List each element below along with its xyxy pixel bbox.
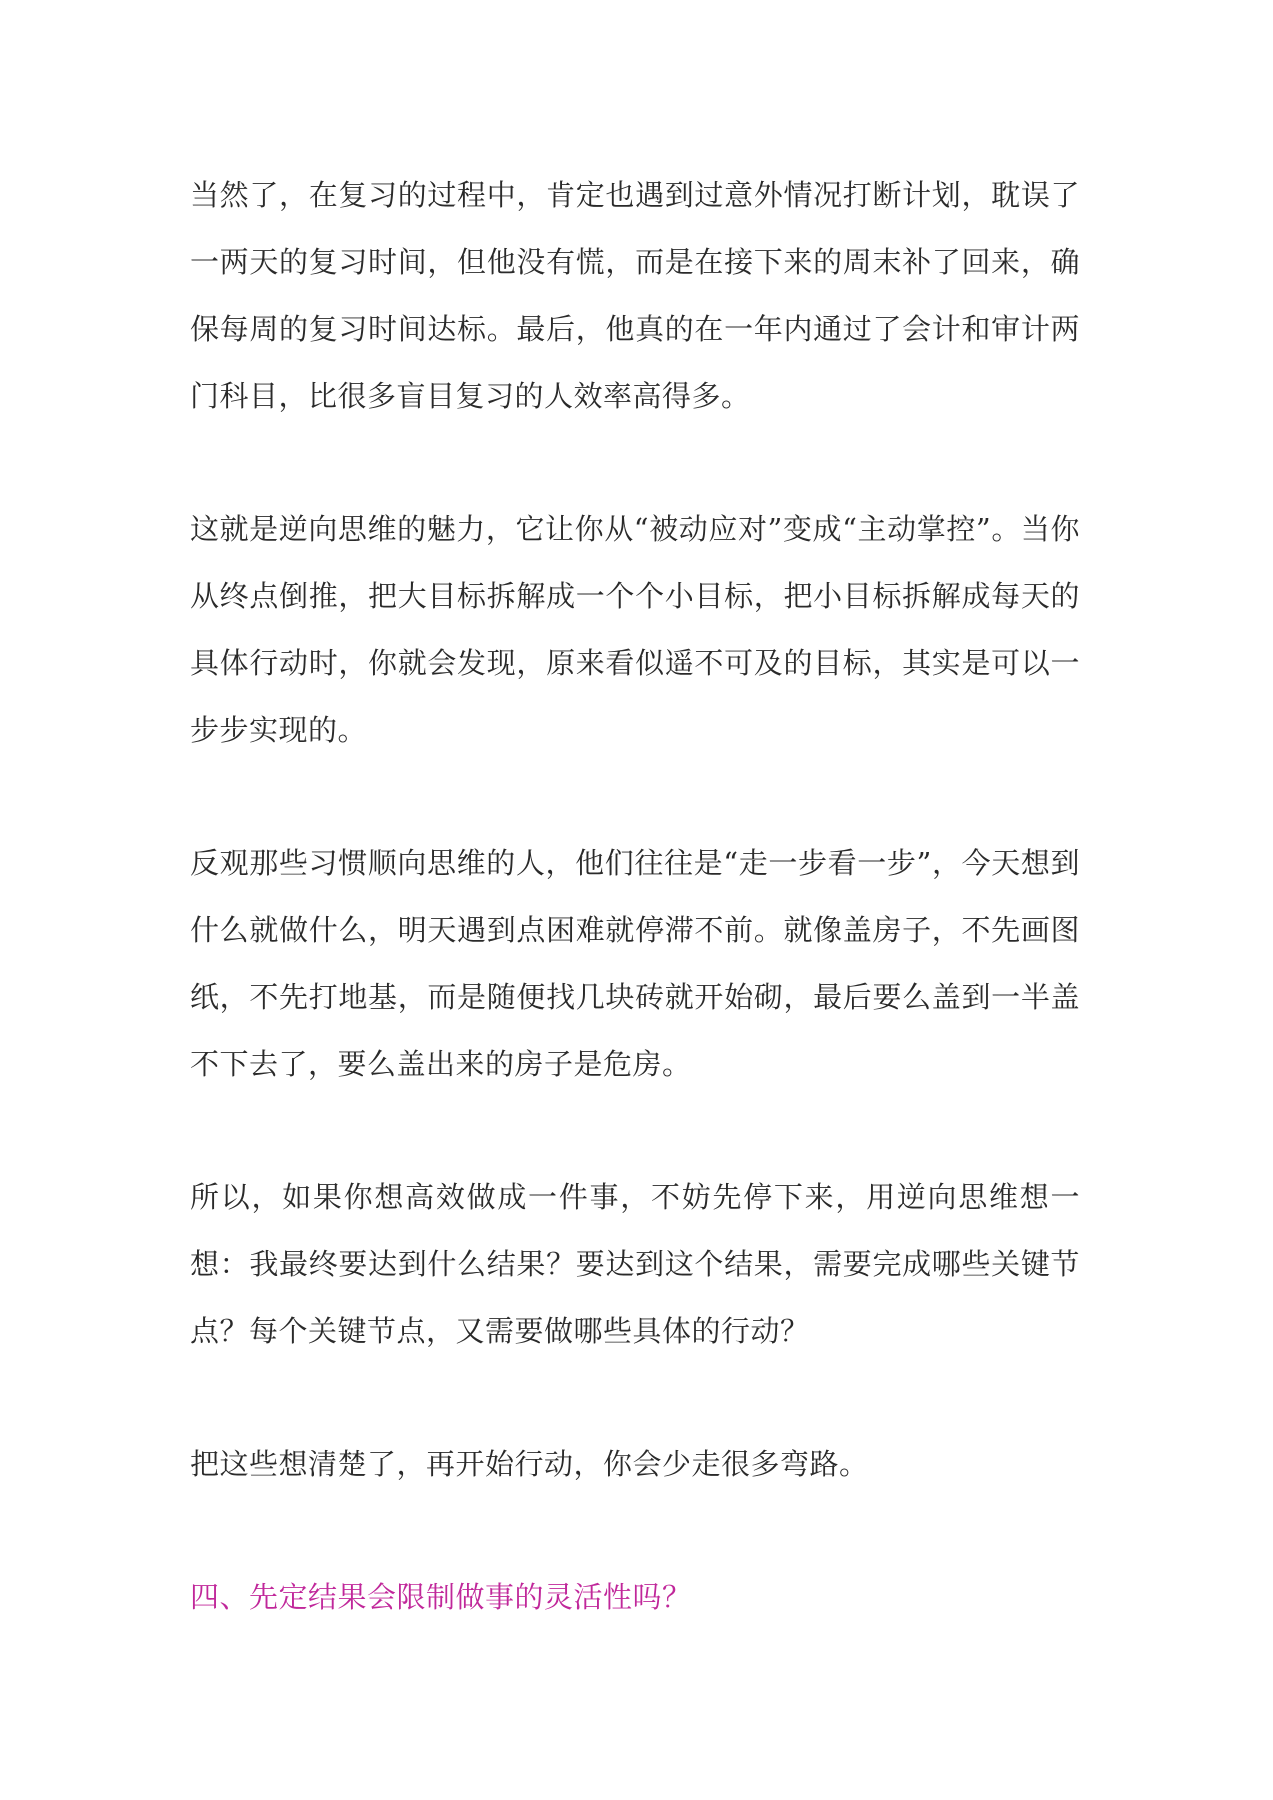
section-heading: 四、先定结果会限制做事的灵活性吗？	[190, 1580, 692, 1614]
paragraph-1: 当然了，在复习的过程中，肯定也遇到过意外情况打断计划，耽误了一两天的复习时间，但他没有慌，而是在接下来的周末补了回来，确保每周的复习时间达标。最后，他真的在一年内通过了会计和审计两门科目，比很多盲目复习的人效率高得多。	[190, 178, 1080, 413]
paragraph-2: 这就是逆向思维的魅力，它让你从“被动应对”变成“主动掌控”。当你从终点倒推，把大目标拆解成一个个小目标，把小目标拆解成每天的具体行动时，你就会发现，原来看似遥不可及的目标，其实是可以一步步实现的。	[190, 512, 1080, 747]
paragraph-4: 所以，如果你想高效做成一件事，不妨先停下来，用逆向思维想一想：我最终要达到什么结果？要达到这个结果，需要完成哪些关键节点？每个关键节点，又需要做哪些具体的行动？	[190, 1180, 1080, 1348]
paragraph-5: 把这些想清楚了，再开始行动，你会少走很多弯路。	[190, 1447, 869, 1481]
document-body	[190, 162, 1080, 1631]
paragraph-3: 反观那些习惯顺向思维的人，他们往往是“走一步看一步”，今天想到什么就做什么，明天遇到点困难就停滞不前。就像盖房子，不先画图纸，不先打地基，而是随便找几块砖就开始砌，最后要么盖到一半盖不下去了，要么盖出来的房子是危房。	[190, 846, 1080, 1081]
